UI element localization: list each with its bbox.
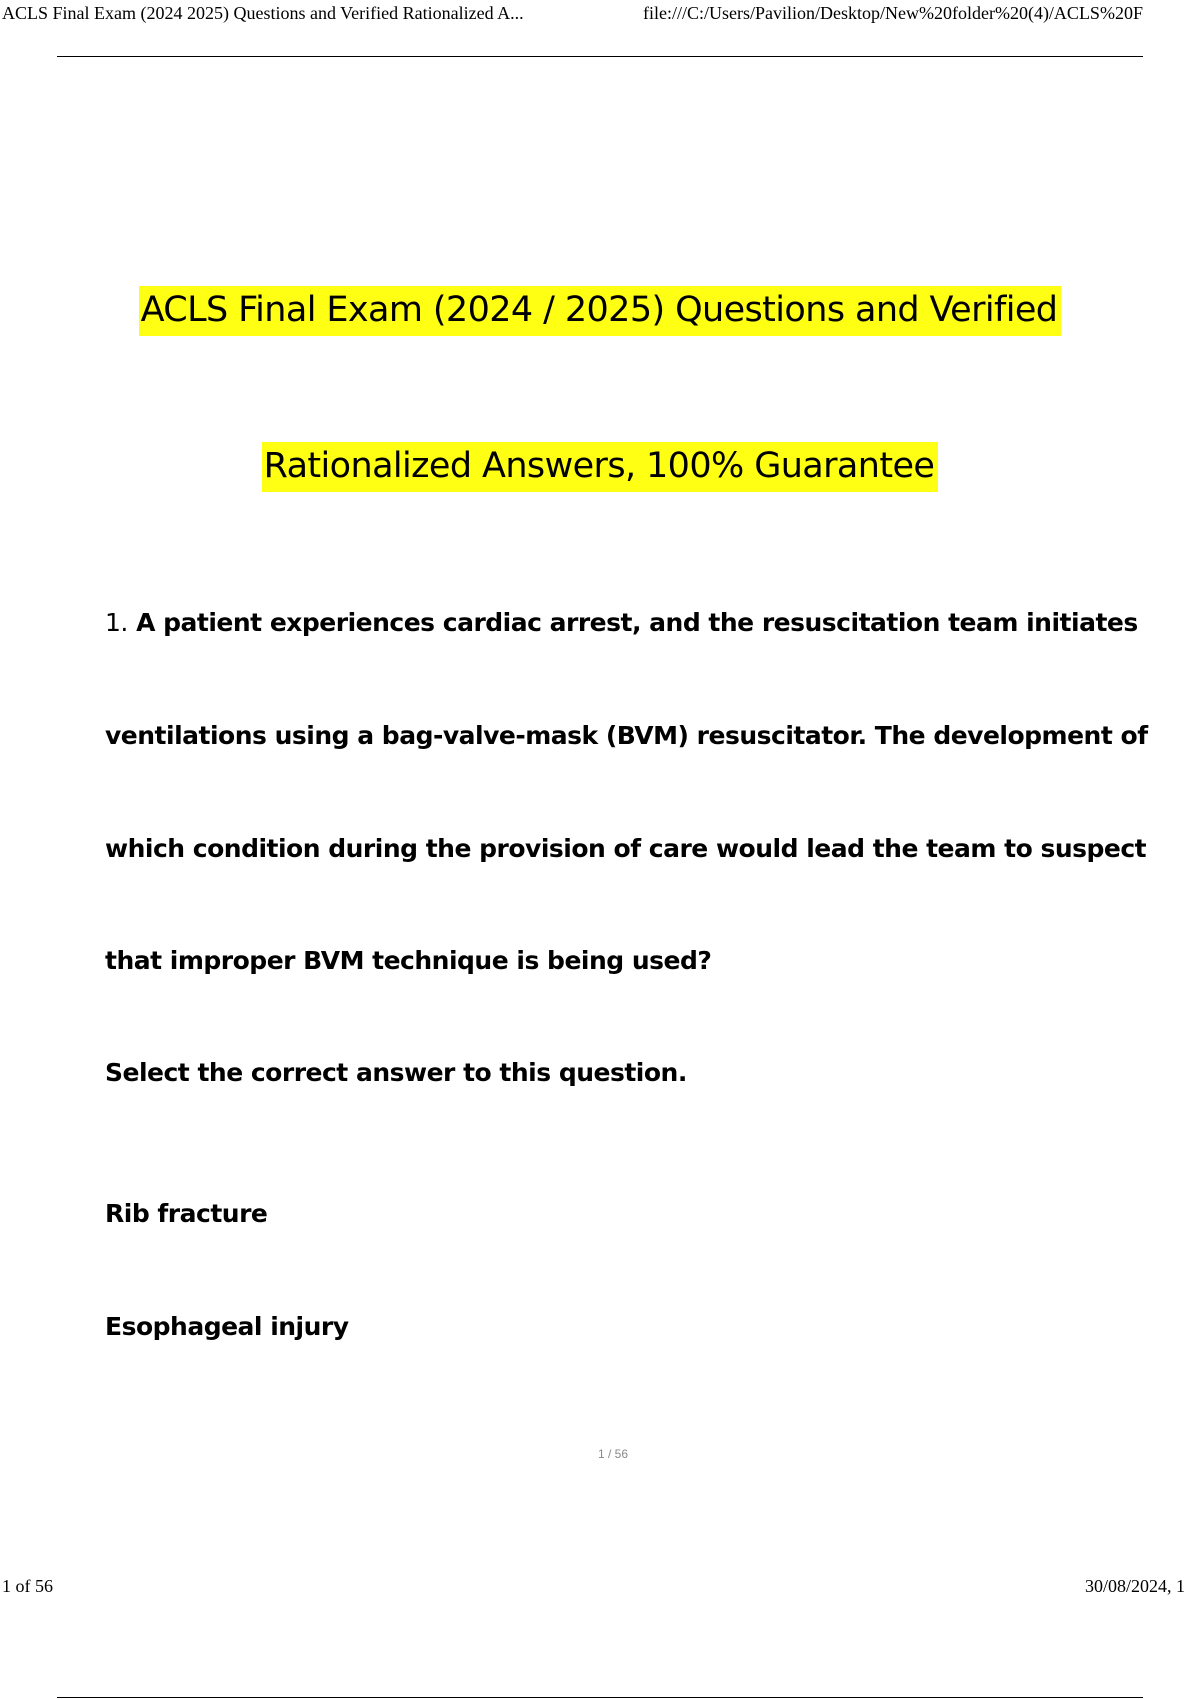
title-highlight-1: ACLS Final Exam (2024 / 2025) Questions and Verified — [139, 286, 1062, 336]
question-line-1 — [105, 608, 1138, 637]
answer-option: Rib fracture — [105, 1199, 268, 1228]
document-title-line-2 — [0, 446, 1200, 486]
document-title-line-1 — [0, 290, 1200, 330]
title-highlight-2: Rationalized Answers, 100% Guarantee — [262, 442, 939, 492]
print-header-url: file:///C:/Users/Pavilion/Desktop/New%20folder%20(4)/ACLS%20F — [643, 3, 1143, 23]
question-text-3: which condition during the provision of care would lead the team to suspect — [105, 834, 1147, 863]
question-line-2 — [105, 721, 1148, 750]
print-footer-page: 1 of 56 — [2, 1576, 53, 1596]
footer-divider — [57, 1697, 1143, 1698]
question-line-4 — [105, 946, 711, 975]
question-text-4: that improper BVM technique is being used? — [105, 946, 712, 975]
question-text-2: ventilations using a bag-valve-mask (BVM) resuscitator. The development of — [105, 721, 1148, 750]
print-header-title: ACLS Final Exam (2024 2025) Questions and Verified Rationalized A... — [2, 3, 524, 23]
header-divider — [57, 56, 1143, 57]
question-text-1: A patient experiences cardiac arrest, and the resuscitation team initiates — [136, 608, 1138, 637]
question-instruction: Select the correct answer to this question. — [105, 1058, 687, 1087]
page-counter: 1 / 56 — [597, 1447, 629, 1461]
print-footer-date: 30/08/2024, 1 — [1085, 1576, 1186, 1596]
answer-option: Esophageal injury — [105, 1312, 349, 1341]
question-number: 1. — [105, 608, 128, 637]
question-line-3 — [105, 834, 1146, 863]
print-header — [0, 0, 1200, 30]
